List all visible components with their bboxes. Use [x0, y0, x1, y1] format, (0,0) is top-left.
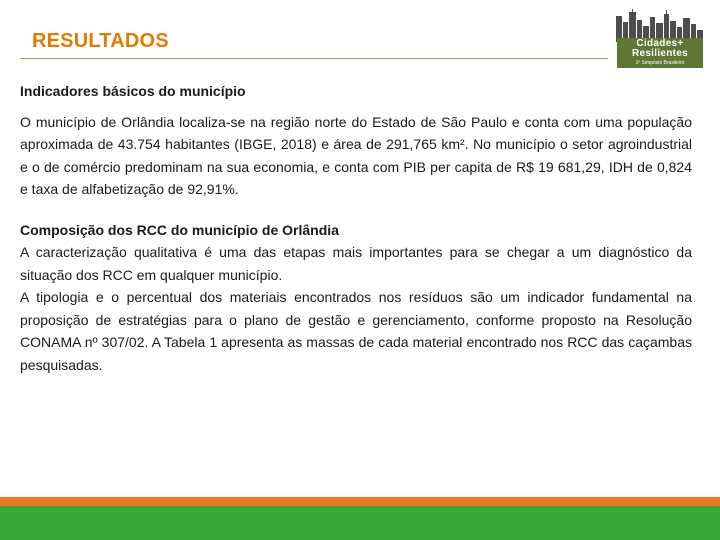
footer-orange-bar: [0, 497, 720, 506]
paragraph-typology: A tipologia e o percentual dos materiais encontrados nos resíduos são um indicador fundamental na proposição de estratégias para o plano de gestão e gerenciamento, conforme proposto na Resolução CONAMA nº 307/02. A Tabela 1 apresenta as massas de cada material encontrado nos RCC das caçambas pesquisadas.: [20, 289, 692, 373]
body-content: [20, 80, 692, 376]
paragraph-characterization: A caracterização qualitativa é uma das etapas mais importantes para se chegar a um diagnóstico da situação dos RCC em qualquer município.: [20, 244, 692, 283]
title-underline: [20, 58, 608, 59]
section-heading-composition: Composição dos RCC do município de Orlândia: [20, 221, 339, 238]
logo-text-line2: Resilientes: [631, 48, 689, 59]
logo-text-line1: Cidades+: [636, 38, 684, 49]
logo-subtitle: 1º Simpósio Brasileiro: [635, 60, 685, 66]
footer-green-bar: [0, 506, 720, 540]
paragraph-indicators: O município de Orlândia localiza-se na região norte do Estado de São Paulo e conta com uma população aproximada de 43.754 habitantes (IBGE, 2018) e área de 291,765 km². No município o setor agroindustrial e o de comércio predominam na sua economia, e conta com PIB per capita de R$ 19 681,29, IDH de 0,824 e taxa de alfabetização de 92,91%.: [20, 113, 692, 197]
cidades-resilientes-logo: [612, 8, 708, 70]
page-title: RESULTADOS: [32, 30, 169, 52]
section-heading-indicators: Indicadores básicos do município: [20, 83, 246, 99]
city-skyline-icon: [612, 8, 708, 42]
